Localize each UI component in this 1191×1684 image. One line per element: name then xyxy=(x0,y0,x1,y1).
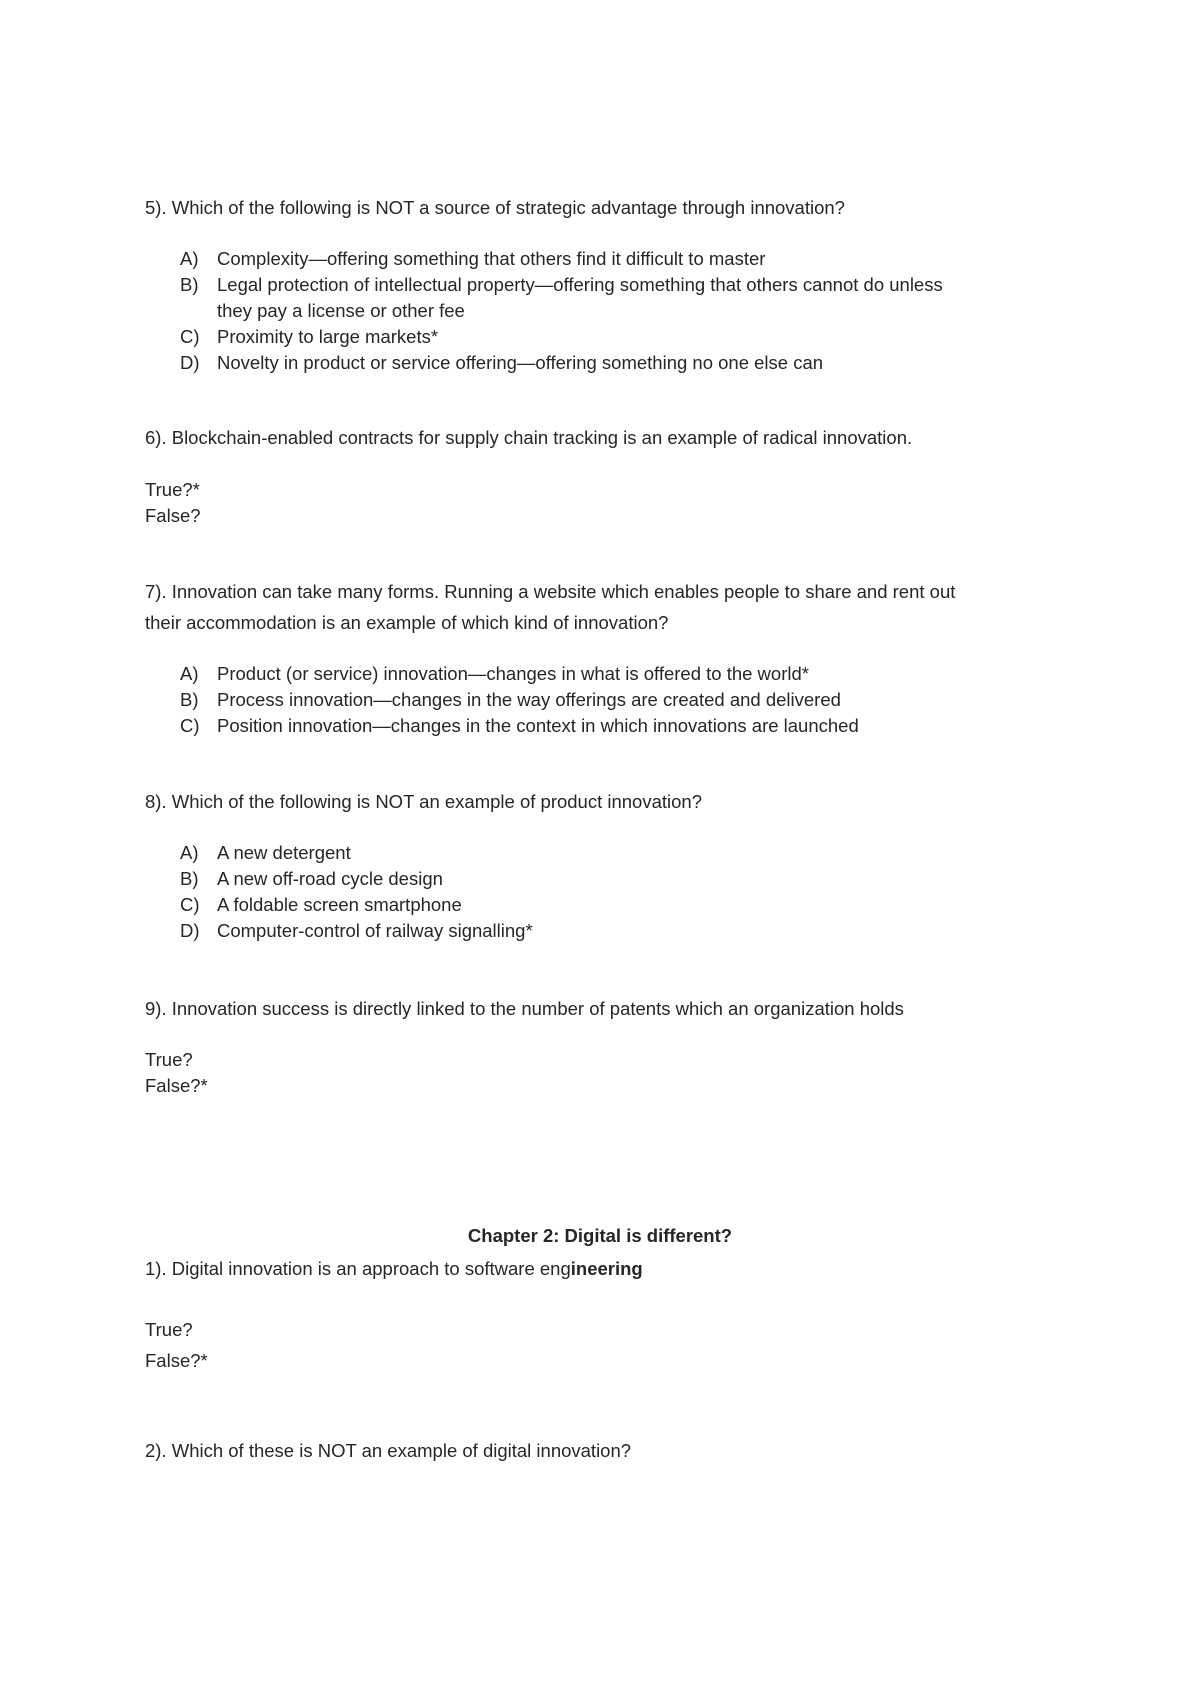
option-letter: A) xyxy=(180,663,199,684)
option-text: Product (or service) innovation—changes in what is offered to the world* xyxy=(217,663,809,684)
option-text: A new off-road cycle design xyxy=(217,868,443,889)
option-text: Legal protection of intellectual property—offering something that others cannot do unless xyxy=(217,274,943,295)
option-letter: D) xyxy=(180,352,200,373)
question-5: 5). Which of the following is NOT a source of strategic advantage through innovation? xyxy=(145,197,845,218)
q7-option-a xyxy=(180,662,809,686)
option-text: Complexity—offering something that others find it difficult to master xyxy=(217,248,766,269)
question-7-line-1: 7). Innovation can take many forms. Running a website which enables people to share and rent out xyxy=(145,581,956,602)
option-text: Proximity to large markets* xyxy=(217,326,439,347)
option-letter: C) xyxy=(180,894,200,915)
option-text: Process innovation—changes in the way offerings are created and delivered xyxy=(217,689,841,710)
q5-option-c xyxy=(180,325,438,349)
q5-option-b xyxy=(180,273,943,297)
option-letter: D) xyxy=(180,920,200,941)
option-text: A new detergent xyxy=(217,842,351,863)
q5-option-b-continuation: they pay a license or other fee xyxy=(217,300,465,321)
question-7-line-2: their accommodation is an example of which kind of innovation? xyxy=(145,612,669,633)
q5-option-d xyxy=(180,351,823,375)
question-9: 9). Innovation success is directly linked to the number of patents which an organization holds xyxy=(145,998,904,1019)
q8-option-a xyxy=(180,841,351,865)
q6-false-option: False? xyxy=(145,505,201,526)
chapter2-q1-false-option: False?* xyxy=(145,1350,208,1371)
q5-option-a xyxy=(180,247,765,271)
option-text: Computer-control of railway signalling* xyxy=(217,920,533,941)
question-8: 8). Which of the following is NOT an example of product innovation? xyxy=(145,791,703,812)
option-letter: C) xyxy=(180,326,200,347)
chapter2-question-2: 2). Which of these is NOT an example of digital innovation? xyxy=(145,1440,632,1461)
option-text: Novelty in product or service offering—offering something no one else can xyxy=(217,352,824,373)
q9-false-option: False?* xyxy=(145,1075,208,1096)
chapter2-question-1 xyxy=(145,1257,643,1281)
question-bold-text: ineering xyxy=(570,1258,643,1279)
option-letter: A) xyxy=(180,248,199,269)
option-text: A foldable screen smartphone xyxy=(217,894,462,915)
option-letter: A) xyxy=(180,842,199,863)
q7-option-b xyxy=(180,688,841,712)
question-text: 1). Digital innovation is an approach to software eng xyxy=(145,1258,571,1279)
q7-option-c xyxy=(180,714,859,738)
option-text: Position innovation—changes in the context in which innovations are launched xyxy=(217,715,859,736)
q8-option-d xyxy=(180,919,533,943)
q6-true-option: True?* xyxy=(145,479,200,500)
option-letter: B) xyxy=(180,274,199,295)
option-letter: B) xyxy=(180,868,199,889)
q8-option-b xyxy=(180,867,443,891)
option-letter: B) xyxy=(180,689,199,710)
option-letter: C) xyxy=(180,715,200,736)
question-6: 6). Blockchain-enabled contracts for supply chain tracking is an example of radical innovation. xyxy=(145,427,913,448)
chapter-heading: Chapter 2: Digital is different? xyxy=(467,1225,733,1246)
q9-true-option: True? xyxy=(145,1049,193,1070)
chapter2-q1-true-option: True? xyxy=(145,1319,193,1340)
q8-option-c xyxy=(180,893,462,917)
